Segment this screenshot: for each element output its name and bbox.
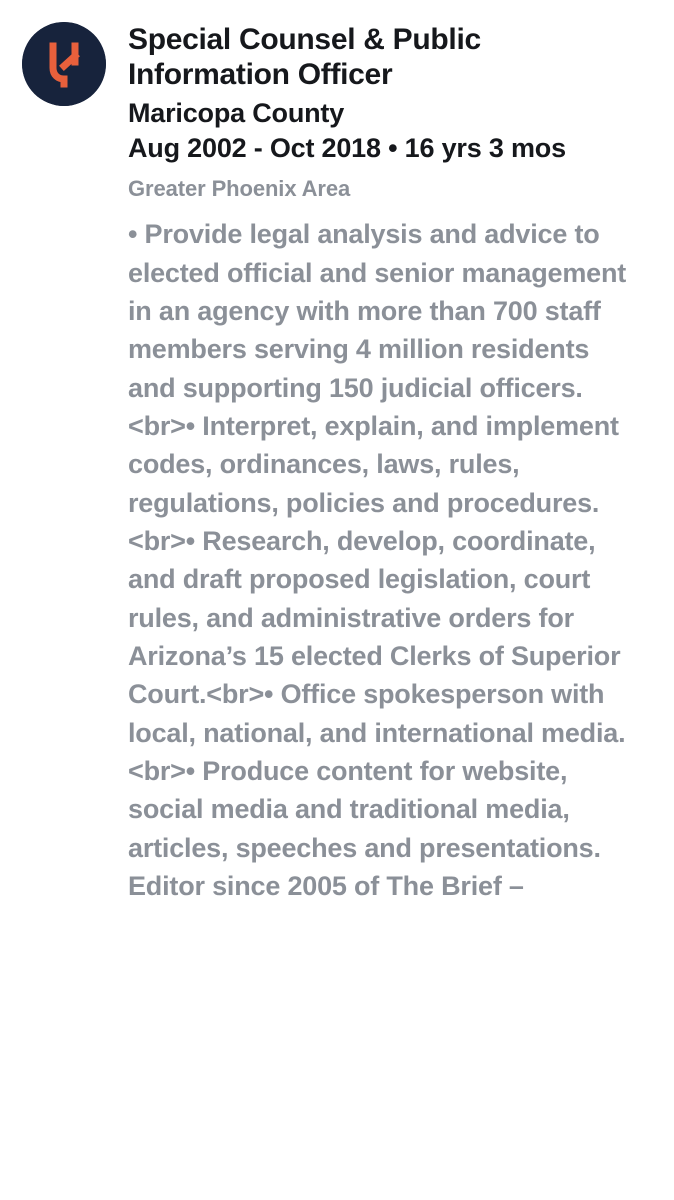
company-logo[interactable]: [22, 22, 106, 106]
role-title: Special Counsel & Public Information Officer: [128, 23, 481, 92]
company-logo-icon: [22, 22, 106, 106]
company-name[interactable]: Maricopa County: [128, 97, 345, 128]
role-description: • Provide legal analysis and advice to elected official and senior management in an agency with more than 700 staff members serving 4 million residents and supporting 150 judicial officers.<br>• Interpret, explain, and implement codes, ordinances, laws, rules, regulations, policies and procedures.<br>• Research, develop, coordinate, and draft proposed legislation, court rules, and administrative orders for Arizona’s 15 elected Clerks of Superior Court.<br>• Office spokesperson with local, national, and international media.<br>• Produce content for website, social media and traditional media, articles, speeches and presentations. Editor since 2005 of The Brief –: [128, 219, 634, 901]
location: Greater Phoenix Area: [128, 175, 351, 201]
date-range: Aug 2002 - Oct 2018 • 16 yrs 3 mos: [128, 132, 566, 163]
experience-details: [128, 22, 644, 905]
